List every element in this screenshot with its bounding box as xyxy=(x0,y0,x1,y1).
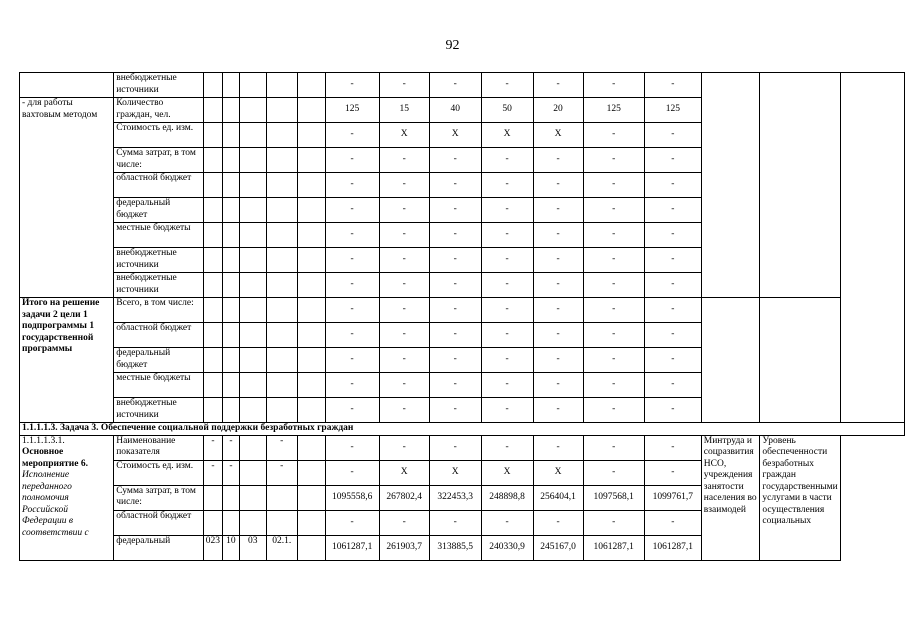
code-cell xyxy=(239,373,266,398)
code-cell xyxy=(266,373,297,398)
value-cell: - xyxy=(481,223,533,248)
code-cell xyxy=(297,535,325,560)
value-cell: - xyxy=(379,348,429,373)
cell-b: местные бюджеты xyxy=(114,223,204,248)
code-cell xyxy=(266,323,297,348)
value-cell: - xyxy=(429,398,481,423)
value-cell: X xyxy=(533,460,583,485)
value-cell: - xyxy=(325,348,379,373)
value-cell: - xyxy=(583,348,644,373)
cell-b: федеральный бюджет xyxy=(114,348,204,373)
value-cell: X xyxy=(379,123,429,148)
value-cell: - xyxy=(481,198,533,223)
value-cell: - xyxy=(644,73,701,98)
value-cell: - xyxy=(644,348,701,373)
executor-cell: Минтруда и соцразвития НСО, учреждения занятости населения во взаимодей xyxy=(701,435,760,560)
value-cell: - xyxy=(644,460,701,485)
code-cell xyxy=(297,123,325,148)
code-cell xyxy=(266,398,297,423)
code-cell xyxy=(297,398,325,423)
value-cell: X xyxy=(429,123,481,148)
code-cell xyxy=(223,148,240,173)
code-cell xyxy=(297,348,325,373)
value-cell: - xyxy=(644,223,701,248)
cell-a: - для работы вахтовым методом xyxy=(20,98,114,298)
code-cell xyxy=(266,485,297,510)
measure-number: 1.1.1.1.3.1. xyxy=(22,435,65,446)
value-cell: 20 xyxy=(533,98,583,123)
value-cell: - xyxy=(379,510,429,535)
value-cell: 1061287,1 xyxy=(644,535,701,560)
value-cell: - xyxy=(379,223,429,248)
value-cell: - xyxy=(429,173,481,198)
executor-cell xyxy=(701,73,760,298)
value-cell: 248898,8 xyxy=(481,485,533,510)
code-cell xyxy=(239,173,266,198)
value-cell: - xyxy=(583,248,644,273)
code-cell xyxy=(203,148,222,173)
value-cell: - xyxy=(379,398,429,423)
code-cell xyxy=(297,73,325,98)
code-cell xyxy=(266,273,297,298)
value-cell: - xyxy=(429,248,481,273)
code-cell xyxy=(239,148,266,173)
code-cell xyxy=(223,73,240,98)
value-cell: - xyxy=(481,510,533,535)
value-cell: - xyxy=(533,398,583,423)
value-cell: - xyxy=(583,398,644,423)
cell-b: внебюджетные источники xyxy=(114,398,204,423)
value-cell: - xyxy=(481,148,533,173)
cell-b: внебюджетные источники xyxy=(114,73,204,98)
value-cell: - xyxy=(583,373,644,398)
value-cell: - xyxy=(533,435,583,460)
executor-cell xyxy=(701,298,760,423)
value-cell: - xyxy=(644,148,701,173)
value-cell: - xyxy=(429,73,481,98)
code-cell: 10 xyxy=(223,535,240,560)
code-cell xyxy=(239,510,266,535)
value-cell: - xyxy=(379,148,429,173)
value-cell: - xyxy=(644,435,701,460)
itogo-label: Итого на решение задачи 2 цели 1 подпрограммы 1 государственной программы xyxy=(20,298,114,423)
value-cell: - xyxy=(325,323,379,348)
code-cell xyxy=(203,398,222,423)
value-cell: - xyxy=(325,273,379,298)
value-cell: - xyxy=(583,323,644,348)
code-cell xyxy=(297,460,325,485)
code-cell xyxy=(297,98,325,123)
code-cell xyxy=(297,148,325,173)
code-cell xyxy=(266,510,297,535)
value-cell: 50 xyxy=(481,98,533,123)
value-cell: - xyxy=(429,273,481,298)
value-cell: - xyxy=(325,398,379,423)
code-cell: - xyxy=(203,435,222,460)
code-cell xyxy=(297,435,325,460)
cell-a xyxy=(20,73,114,98)
page-number: 92 xyxy=(445,38,460,53)
value-cell: - xyxy=(429,348,481,373)
code-cell xyxy=(297,248,325,273)
cell-b: областной бюджет xyxy=(114,173,204,198)
value-cell: - xyxy=(325,123,379,148)
value-cell: - xyxy=(644,373,701,398)
code-cell xyxy=(239,460,266,485)
value-cell: - xyxy=(325,510,379,535)
code-cell xyxy=(266,98,297,123)
cell-b: Количество граждан, чел. xyxy=(114,98,204,123)
code-cell: 02.1. xyxy=(266,535,297,560)
result-cell: Уровень обеспеченности безработных граждан государственными услугами в части осуществления социальных xyxy=(760,435,840,560)
value-cell: - xyxy=(533,173,583,198)
value-cell: - xyxy=(533,348,583,373)
code-cell xyxy=(239,198,266,223)
cell-b: Стоимость ед. изм. xyxy=(114,460,204,485)
value-cell: 1097568,1 xyxy=(583,485,644,510)
value-cell: - xyxy=(533,198,583,223)
value-cell: X xyxy=(481,460,533,485)
value-cell: - xyxy=(379,323,429,348)
value-cell: 322453,3 xyxy=(429,485,481,510)
code-cell xyxy=(203,223,222,248)
code-cell xyxy=(297,373,325,398)
code-cell xyxy=(239,435,266,460)
code-cell xyxy=(223,223,240,248)
code-cell xyxy=(203,173,222,198)
code-cell: 03 xyxy=(239,535,266,560)
value-cell: - xyxy=(533,273,583,298)
code-cell xyxy=(239,223,266,248)
value-cell: - xyxy=(429,323,481,348)
code-cell xyxy=(266,298,297,323)
value-cell: - xyxy=(325,373,379,398)
value-cell: - xyxy=(583,510,644,535)
code-cell xyxy=(239,348,266,373)
value-cell: 245167,0 xyxy=(533,535,583,560)
code-cell xyxy=(203,298,222,323)
table-row xyxy=(20,435,905,460)
value-cell: X xyxy=(481,123,533,148)
code-cell xyxy=(297,173,325,198)
measure-title: Основное мероприятие 6. xyxy=(22,447,88,469)
code-cell: - xyxy=(223,460,240,485)
empty-cell xyxy=(840,73,904,423)
code-cell xyxy=(239,73,266,98)
value-cell: - xyxy=(429,298,481,323)
value-cell: - xyxy=(429,223,481,248)
table-row xyxy=(20,423,905,436)
cell-b: Наименование показателя xyxy=(114,435,204,460)
code-cell xyxy=(297,485,325,510)
value-cell: 261903,7 xyxy=(379,535,429,560)
code-cell xyxy=(203,373,222,398)
code-cell xyxy=(203,348,222,373)
task3-measure-cell xyxy=(20,435,114,560)
value-cell: - xyxy=(583,173,644,198)
value-cell: - xyxy=(325,73,379,98)
code-cell xyxy=(239,123,266,148)
value-cell: - xyxy=(481,173,533,198)
value-cell: - xyxy=(481,398,533,423)
value-cell: - xyxy=(325,460,379,485)
value-cell: - xyxy=(379,273,429,298)
code-cell xyxy=(266,73,297,98)
value-cell: - xyxy=(325,435,379,460)
code-cell: - xyxy=(266,435,297,460)
value-cell: 1099761,7 xyxy=(644,485,701,510)
value-cell: - xyxy=(481,323,533,348)
code-cell xyxy=(223,273,240,298)
code-cell: 023 xyxy=(203,535,222,560)
value-cell: - xyxy=(533,323,583,348)
code-cell xyxy=(297,273,325,298)
code-cell xyxy=(223,323,240,348)
value-cell: - xyxy=(379,198,429,223)
value-cell: - xyxy=(379,298,429,323)
value-cell: - xyxy=(644,248,701,273)
value-cell: - xyxy=(429,198,481,223)
code-cell xyxy=(266,123,297,148)
value-cell: 125 xyxy=(583,98,644,123)
code-cell xyxy=(223,198,240,223)
result-cell xyxy=(760,73,840,298)
cell-b: местные бюджеты xyxy=(114,373,204,398)
value-cell: 125 xyxy=(325,98,379,123)
value-cell: - xyxy=(325,173,379,198)
code-cell xyxy=(223,373,240,398)
code-cell xyxy=(223,485,240,510)
result-cell xyxy=(760,298,840,423)
value-cell: 1095558,6 xyxy=(325,485,379,510)
value-cell: - xyxy=(583,435,644,460)
value-cell: - xyxy=(533,248,583,273)
value-cell: X xyxy=(429,460,481,485)
cell-b: внебюджетные источники xyxy=(114,273,204,298)
code-cell xyxy=(203,98,222,123)
value-cell: 1061287,1 xyxy=(325,535,379,560)
value-cell: - xyxy=(583,148,644,173)
measure-description: Исполнение переданного полномочия Российской Федерации в соответствии с xyxy=(22,470,89,538)
value-cell: X xyxy=(533,123,583,148)
code-cell xyxy=(239,273,266,298)
cell-b: Стоимость ед. изм. xyxy=(114,123,204,148)
code-cell xyxy=(223,123,240,148)
value-cell: - xyxy=(533,148,583,173)
code-cell xyxy=(266,248,297,273)
code-cell xyxy=(297,198,325,223)
table-row xyxy=(20,298,905,323)
value-cell: - xyxy=(644,273,701,298)
cell-b: Сумма затрат, в том числе: xyxy=(114,485,204,510)
code-cell xyxy=(223,298,240,323)
code-cell xyxy=(297,223,325,248)
value-cell: 40 xyxy=(429,98,481,123)
value-cell: - xyxy=(379,435,429,460)
value-cell: - xyxy=(533,298,583,323)
value-cell: - xyxy=(583,123,644,148)
code-cell xyxy=(266,173,297,198)
cell-b: областной бюджет xyxy=(114,323,204,348)
value-cell: - xyxy=(379,73,429,98)
cell-b: федеральный xyxy=(114,535,204,560)
code-cell xyxy=(203,323,222,348)
value-cell: 313885,5 xyxy=(429,535,481,560)
task3-header: 1.1.1.1.3. Задача 3. Обеспечение социальной поддержки безработных граждан xyxy=(20,423,905,436)
value-cell: - xyxy=(481,298,533,323)
value-cell: X xyxy=(379,460,429,485)
value-cell: - xyxy=(533,510,583,535)
code-cell xyxy=(266,223,297,248)
value-cell: - xyxy=(644,198,701,223)
value-cell: - xyxy=(583,223,644,248)
code-cell xyxy=(223,173,240,198)
value-cell: - xyxy=(644,298,701,323)
table-row xyxy=(20,73,905,98)
value-cell: 1061287,1 xyxy=(583,535,644,560)
value-cell: - xyxy=(583,198,644,223)
budget-table xyxy=(19,72,905,561)
code-cell xyxy=(223,398,240,423)
cell-b: областной бюджет xyxy=(114,510,204,535)
value-cell: - xyxy=(583,298,644,323)
cell-b: Сумма затрат, в том числе: xyxy=(114,148,204,173)
value-cell: - xyxy=(379,248,429,273)
value-cell: - xyxy=(481,73,533,98)
value-cell: - xyxy=(583,460,644,485)
code-cell xyxy=(223,510,240,535)
value-cell: - xyxy=(533,373,583,398)
value-cell: - xyxy=(644,173,701,198)
value-cell: - xyxy=(325,248,379,273)
value-cell: - xyxy=(481,248,533,273)
code-cell: - xyxy=(266,460,297,485)
code-cell xyxy=(266,148,297,173)
value-cell: - xyxy=(583,73,644,98)
code-cell xyxy=(203,123,222,148)
value-cell: - xyxy=(644,323,701,348)
code-cell xyxy=(203,248,222,273)
value-cell: - xyxy=(481,435,533,460)
value-cell: 240330,9 xyxy=(481,535,533,560)
value-cell: - xyxy=(325,198,379,223)
value-cell: - xyxy=(325,223,379,248)
code-cell xyxy=(239,248,266,273)
code-cell xyxy=(223,98,240,123)
value-cell: - xyxy=(429,510,481,535)
value-cell: - xyxy=(379,373,429,398)
value-cell: - xyxy=(583,273,644,298)
code-cell xyxy=(266,348,297,373)
code-cell xyxy=(239,323,266,348)
code-cell xyxy=(297,510,325,535)
value-cell: - xyxy=(481,373,533,398)
cell-b: федеральный бюджет xyxy=(114,198,204,223)
value-cell: - xyxy=(644,123,701,148)
code-cell: - xyxy=(223,435,240,460)
code-cell xyxy=(223,248,240,273)
code-cell xyxy=(239,98,266,123)
code-cell xyxy=(203,485,222,510)
code-cell: - xyxy=(203,460,222,485)
value-cell: - xyxy=(325,148,379,173)
value-cell: - xyxy=(429,435,481,460)
code-cell xyxy=(223,348,240,373)
code-cell xyxy=(203,73,222,98)
value-cell: - xyxy=(481,273,533,298)
code-cell xyxy=(239,398,266,423)
value-cell: 267802,4 xyxy=(379,485,429,510)
value-cell: - xyxy=(379,173,429,198)
code-cell xyxy=(266,198,297,223)
code-cell xyxy=(239,485,266,510)
value-cell: 125 xyxy=(644,98,701,123)
value-cell: - xyxy=(429,373,481,398)
value-cell: - xyxy=(644,510,701,535)
value-cell: - xyxy=(429,148,481,173)
value-cell: - xyxy=(533,223,583,248)
code-cell xyxy=(297,323,325,348)
value-cell: - xyxy=(644,398,701,423)
cell-b: Всего, в том числе: xyxy=(114,298,204,323)
code-cell xyxy=(239,298,266,323)
cell-b: внебюджетные источники xyxy=(114,248,204,273)
code-cell xyxy=(203,273,222,298)
value-cell: - xyxy=(533,73,583,98)
code-cell xyxy=(297,298,325,323)
value-cell: - xyxy=(325,298,379,323)
value-cell: - xyxy=(481,348,533,373)
code-cell xyxy=(203,198,222,223)
code-cell xyxy=(203,510,222,535)
value-cell: 256404,1 xyxy=(533,485,583,510)
value-cell: 15 xyxy=(379,98,429,123)
